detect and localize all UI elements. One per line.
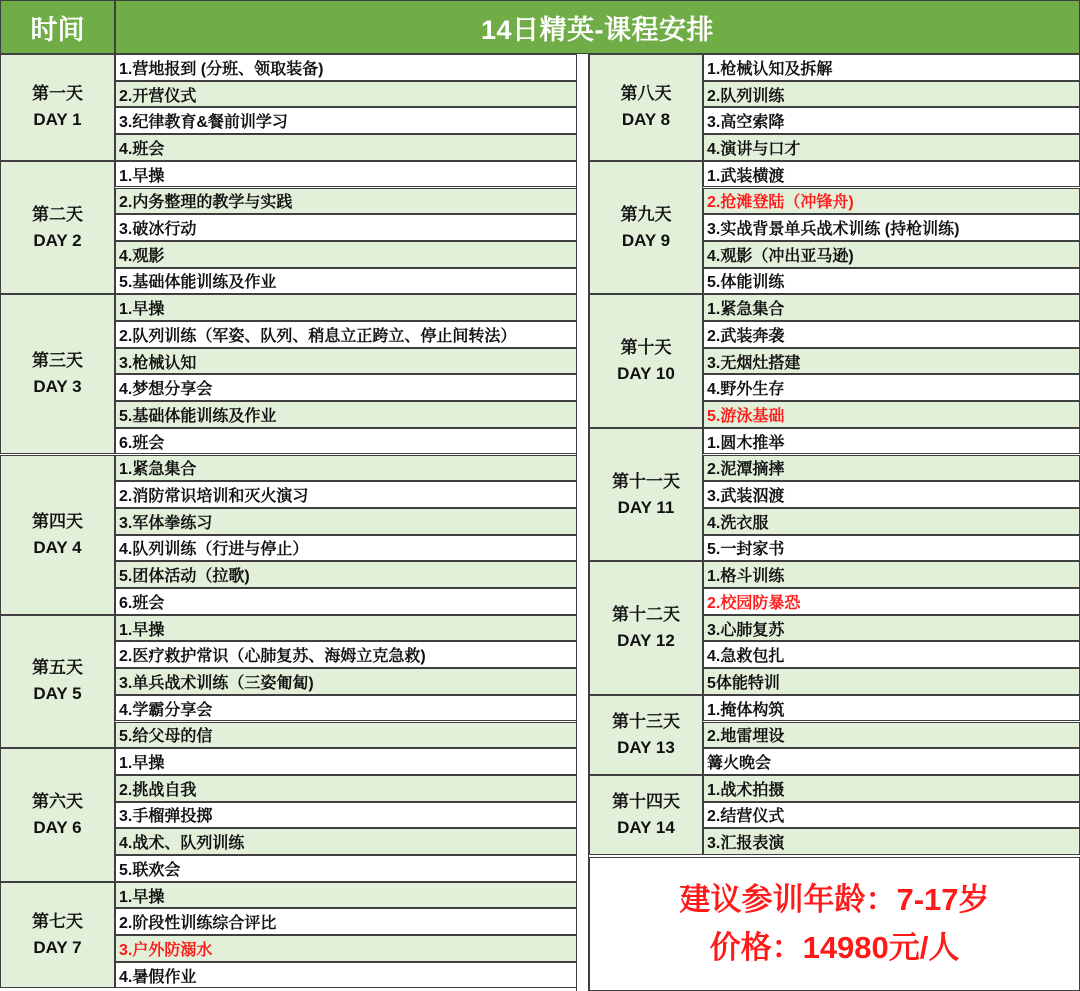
activity-item: 3.军体拳练习 [115, 508, 577, 535]
age-recommendation: 建议参训年龄：7-17岁 [679, 882, 990, 917]
day-cell [589, 294, 703, 428]
activity-item: 4.班会 [115, 134, 577, 161]
activity-item: 1.武装横渡 [703, 161, 1080, 188]
activity-item: 2.阶段性训练综合评比 [115, 908, 577, 935]
activity-item: 2.泥潭摘摔 [703, 455, 1080, 482]
activity-item: 1.早操 [115, 748, 577, 775]
activity-item: 4.观影（冲出亚马逊) [703, 241, 1080, 268]
day-cell [589, 561, 703, 695]
day-label: 第三天 [32, 351, 83, 371]
activity-item: 1.圆木推举 [703, 428, 1080, 455]
activity-item: 2.抢滩登陆（冲锋舟) [703, 188, 1080, 215]
activity-item: 1.营地报到 (分班、领取装备) [115, 54, 577, 81]
activity-item: 1.早操 [115, 615, 577, 642]
day-cell [589, 695, 703, 775]
activity-item: 5.基础体能训练及作业 [115, 401, 577, 428]
info-box [589, 857, 1080, 991]
activity-item: 1.掩体构筑 [703, 695, 1080, 722]
activity-item: 1.枪械认知及拆解 [703, 54, 1080, 81]
activity-item: 3.户外防溺水 [115, 935, 577, 962]
day-number: DAY 1 [33, 110, 82, 130]
activity-item: 2.挑战自我 [115, 775, 577, 802]
day-number: DAY 3 [33, 377, 82, 397]
activity-item: 5.体能训练 [703, 268, 1080, 295]
day-number: DAY 4 [33, 537, 82, 557]
day-cell [0, 748, 115, 882]
activity-item: 3.武装泅渡 [703, 481, 1080, 508]
activity-item: 1.早操 [115, 294, 577, 321]
activity-item: 5.给父母的信 [115, 722, 577, 749]
activity-item: 4.学霸分享会 [115, 695, 577, 722]
activity-item: 1.紧急集合 [703, 294, 1080, 321]
day-label: 第四天 [32, 511, 83, 531]
column-divider [576, 54, 589, 991]
activity-item: 3.汇报表演 [703, 828, 1080, 855]
day-number: DAY 5 [33, 684, 82, 704]
day-label: 第一天 [32, 84, 83, 104]
activity-item: 5.游泳基础 [703, 401, 1080, 428]
activity-item: 2.消防常识培训和灭火演习 [115, 481, 577, 508]
activity-item: 2.开营仪式 [115, 81, 577, 108]
day-cell [589, 775, 703, 855]
activity-item: 1.紧急集合 [115, 455, 577, 482]
day-number: DAY 9 [621, 230, 671, 250]
activity-item: 3.枪械认知 [115, 348, 577, 375]
day-number: DAY 13 [617, 737, 675, 757]
activity-item: 2.结营仪式 [703, 802, 1080, 829]
activity-item: 篝火晚会 [703, 748, 1080, 775]
activity-item: 4.演讲与口才 [703, 134, 1080, 161]
activity-item: 2.医疗救护常识（心肺复苏、海姆立克急救) [115, 641, 577, 668]
schedule-title: 14日精英-课程安排 [115, 0, 1080, 54]
day-cell [0, 54, 115, 161]
day-label: 第十一天 [612, 471, 680, 491]
day-label: 第五天 [32, 658, 83, 678]
activity-item: 6.班会 [115, 588, 577, 615]
day-label: 第八天 [620, 84, 672, 104]
activity-item: 3.单兵战术训练（三姿匍匐) [115, 668, 577, 695]
day-number: DAY 6 [33, 817, 82, 837]
activity-item: 4.战术、队列训练 [115, 828, 577, 855]
activity-item: 5.联欢会 [115, 855, 577, 882]
day-label: 第七天 [32, 912, 83, 932]
activity-item: 3.纪律教育&餐前训学习 [115, 107, 577, 134]
day-label: 第十四天 [612, 791, 680, 811]
activity-item: 4.观影 [115, 241, 577, 268]
activity-item: 3.实战背景单兵战术训练 (持枪训练) [703, 214, 1080, 241]
day-cell [0, 615, 115, 749]
activity-item: 5.一封家书 [703, 535, 1080, 562]
price-label: 价格：14980元/人 [709, 930, 960, 965]
activity-item: 4.队列训练（行进与停止） [115, 535, 577, 562]
day-number: DAY 7 [33, 938, 82, 958]
activity-item: 1.格斗训练 [703, 561, 1080, 588]
day-label: 第十天 [620, 338, 672, 358]
activity-item: 4.洗衣服 [703, 508, 1080, 535]
day-number: DAY 11 [617, 497, 675, 517]
activity-item: 6.班会 [115, 428, 577, 455]
activity-item: 3.手榴弹投掷 [115, 802, 577, 829]
activity-item: 4.暑假作业 [115, 962, 577, 989]
activity-item: 2.校园防暴恐 [703, 588, 1080, 615]
day-label: 第十三天 [612, 711, 680, 731]
day-number: DAY 2 [33, 230, 82, 250]
day-label: 第九天 [620, 204, 672, 224]
activity-item: 4.野外生存 [703, 374, 1080, 401]
activity-item: 5.团体活动（拉歌) [115, 561, 577, 588]
activity-item: 1.早操 [115, 882, 577, 909]
activity-item: 3.高空索降 [703, 107, 1080, 134]
day-number: DAY 8 [621, 110, 671, 130]
day-cell [589, 54, 703, 161]
day-cell [0, 455, 115, 615]
activity-item: 2.队列训练（军姿、队列、稍息立正跨立、停止间转法） [115, 321, 577, 348]
day-cell [589, 428, 703, 562]
day-label: 第十二天 [612, 605, 680, 625]
activity-item: 4.梦想分享会 [115, 374, 577, 401]
activity-item: 2.队列训练 [703, 81, 1080, 108]
day-cell [589, 161, 703, 295]
activity-item: 2.内务整理的教学与实践 [115, 188, 577, 215]
day-label: 第六天 [32, 791, 83, 811]
day-number: DAY 12 [617, 631, 675, 651]
activity-item: 1.战术拍摄 [703, 775, 1080, 802]
day-number: DAY 14 [617, 817, 675, 837]
day-cell [0, 294, 115, 454]
activity-item: 4.急救包扎 [703, 641, 1080, 668]
activity-item: 2.武装奔袭 [703, 321, 1080, 348]
activity-item: 3.心肺复苏 [703, 615, 1080, 642]
activity-item: 5体能特训 [703, 668, 1080, 695]
day-number: DAY 10 [617, 364, 675, 384]
activity-item: 3.无烟灶搭建 [703, 348, 1080, 375]
activity-item: 1.早操 [115, 161, 577, 188]
activity-item: 5.基础体能训练及作业 [115, 268, 577, 295]
activity-item: 2.地雷埋设 [703, 722, 1080, 749]
time-column-header: 时间 [0, 0, 115, 54]
day-cell [0, 161, 115, 295]
day-label: 第二天 [32, 204, 83, 224]
day-cell [0, 882, 115, 989]
activity-item: 3.破冰行动 [115, 214, 577, 241]
